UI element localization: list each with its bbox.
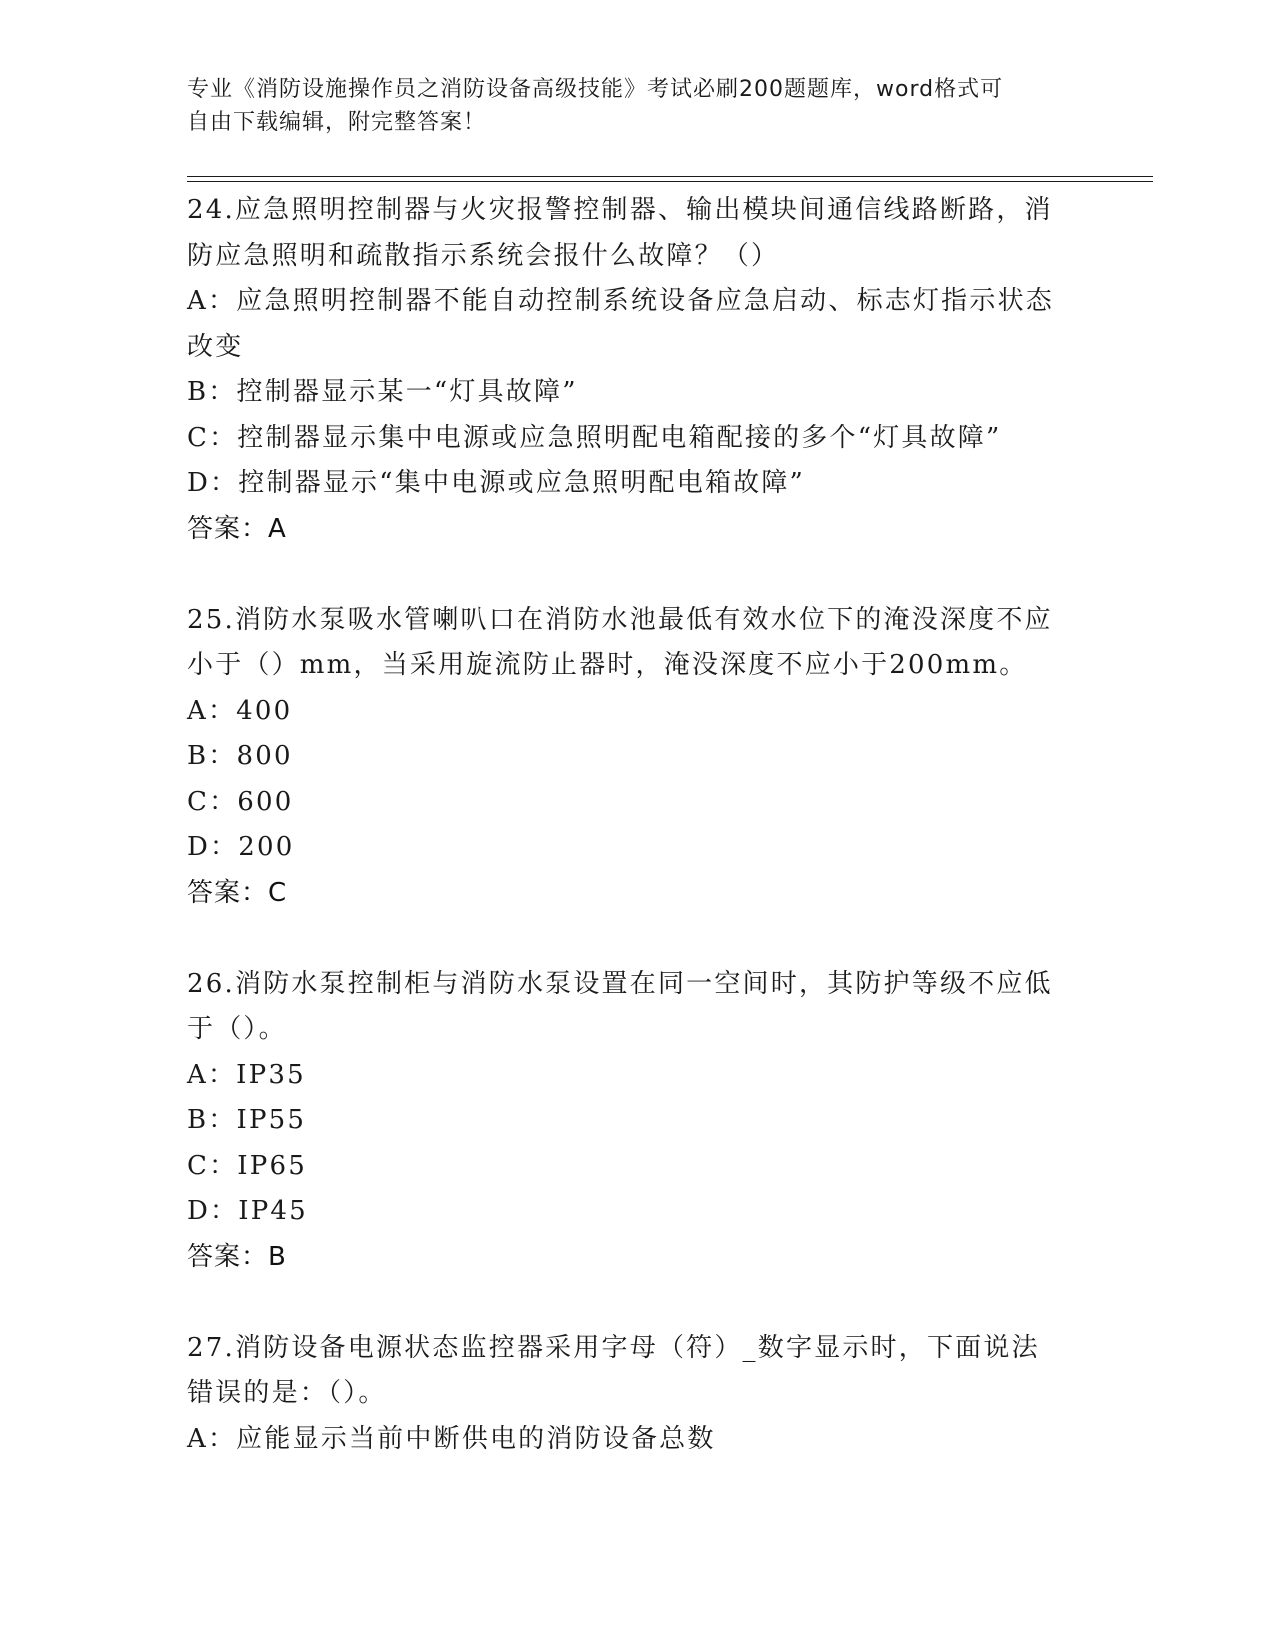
option-a: A：应急照明控制器不能自动控制系统设备应急启动、标志灯指示状态 (187, 286, 1054, 316)
option-a-continued: 改变 (187, 331, 244, 362)
option-a: A：IP35 (187, 1059, 306, 1090)
question-24 (187, 188, 1087, 552)
answer-label: 答案：C (187, 877, 288, 908)
document-header (187, 73, 1067, 139)
header-rule-bottom (187, 181, 1153, 182)
question-spacer (187, 552, 1087, 598)
option-b: B：IP55 (187, 1105, 307, 1135)
question-stem-line: 24.应急照明控制器与火灾报警控制器、输出模块间通信线路断路，消 (187, 195, 1053, 225)
header-line-1: 专业《消防设施操作员之消防设备高级技能》考试必刷200题题库，word格式可 (187, 77, 1004, 102)
question-25 (187, 598, 1087, 917)
question-stem-line: 27.消防设备电源状态监控器采用字母（符）_数字显示时，下面说法 (187, 1332, 1040, 1363)
question-27 (187, 1326, 1087, 1463)
question-26 (187, 962, 1087, 1281)
question-stem-line: 25.消防水泵吸水管喇叭口在消防水池最低有效水位下的淹没深度不应 (187, 604, 1053, 635)
option-b: B：控制器显示某一“灯具故障” (187, 377, 578, 407)
header-line-2: 自由下载编辑，附完整答案！ (187, 110, 487, 135)
option-c: C：600 (187, 786, 294, 817)
answer-label: 答案：A (187, 513, 287, 544)
option-a: A：400 (187, 695, 293, 726)
question-stem-line: 错误的是：（）。 (187, 1378, 387, 1408)
answer-label: 答案：B (187, 1241, 287, 1272)
question-stem-line: 防应急照明和疏散指示系统会报什么故障？（） (187, 240, 780, 271)
option-a: A：应能显示当前中断供电的消防设备总数 (187, 1423, 716, 1454)
question-stem-line: 26.消防水泵控制柜与消防水泵设置在同一空间时，其防护等级不应低 (187, 968, 1053, 999)
question-stem-line: 于（）。 (187, 1014, 287, 1044)
question-stem-line: 小于（）mm，当采用旋流防止器时，淹没深度不应小于200mm。 (187, 650, 1028, 680)
question-spacer (187, 916, 1087, 962)
option-b: B：800 (187, 741, 293, 771)
option-c: C：IP65 (187, 1150, 307, 1181)
option-d: D：IP45 (187, 1196, 308, 1226)
option-d: D：控制器显示“集中电源或应急照明配电箱故障” (187, 468, 806, 498)
option-d: D：200 (187, 832, 295, 862)
option-c: C：控制器显示集中电源或应急照明配电箱配接的多个“灯具故障” (187, 422, 1002, 453)
question-list (187, 188, 1087, 1462)
header-rule-top (187, 176, 1153, 177)
question-spacer (187, 1280, 1087, 1326)
